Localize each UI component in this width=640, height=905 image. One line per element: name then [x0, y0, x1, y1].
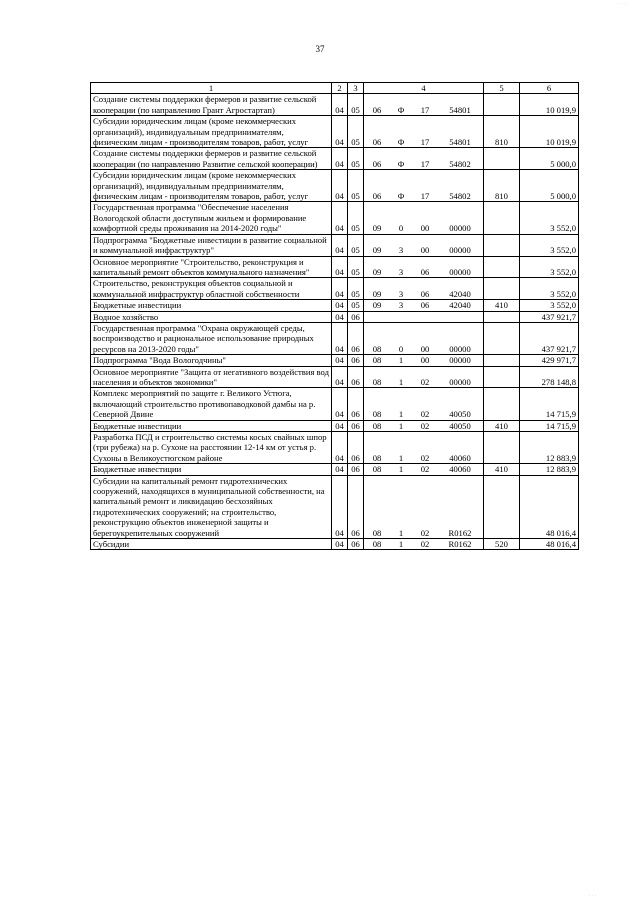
row-target-code [364, 94, 484, 116]
row-expense-type [484, 234, 520, 256]
target-code-parts [366, 191, 481, 201]
row-amount: 278 148,8 [520, 366, 579, 388]
row-subsection: 05 [348, 256, 364, 278]
target-code-parts [366, 159, 481, 169]
header-col-2: 2 [332, 83, 348, 94]
row-target-code [364, 278, 484, 300]
row-amount: 3 552,0 [520, 300, 579, 311]
row-section: 04 [332, 256, 348, 278]
row-name: Комплекс мероприятий по защите г. Великого Устюга, включающий строительство противопаводковой дамбы на р. Северной Двине [91, 388, 332, 420]
row-expense-type [484, 475, 520, 538]
table-row [91, 116, 579, 148]
row-subsection: 05 [348, 94, 364, 116]
target-code-part: 08 [372, 527, 382, 538]
target-code-part: 09 [372, 288, 382, 299]
table-row [91, 464, 579, 475]
target-code-part: 00000 [449, 266, 471, 277]
row-target-code [364, 475, 484, 538]
target-code-parts [366, 267, 481, 277]
target-code-parts [366, 377, 481, 387]
row-name: Основное мероприятие "Строительство, реконструкция и капитальный ремонт объектов коммунального назначения" [91, 256, 332, 278]
target-code-part: 08 [372, 409, 382, 420]
row-subsection: 06 [348, 366, 364, 388]
row-subsection: 06 [348, 388, 364, 420]
target-code-part: 08 [372, 539, 382, 550]
row-section: 04 [332, 539, 348, 550]
target-code-part: R0162 [448, 539, 472, 550]
target-code-part: 08 [372, 464, 382, 475]
header-col-3: 3 [348, 83, 364, 94]
target-code-parts [366, 137, 481, 147]
target-code-part: Ф [397, 137, 405, 148]
table-row [91, 256, 579, 278]
row-target-code [364, 148, 484, 170]
target-code-part: 00 [420, 355, 430, 366]
row-expense-type [484, 202, 520, 234]
table-row [91, 278, 579, 300]
row-target-code [364, 256, 484, 278]
target-code-part: 02 [420, 420, 430, 431]
row-subsection: 06 [348, 420, 364, 431]
target-code-part: 54802 [449, 191, 471, 202]
row-section: 04 [332, 116, 348, 148]
target-code-part: 08 [372, 355, 382, 366]
header-col-5: 5 [484, 83, 520, 94]
row-expense-type [484, 94, 520, 116]
row-amount: 48 016,4 [520, 539, 579, 550]
row-name: Бюджетные инвестиции [91, 420, 332, 431]
target-code-part: 09 [372, 223, 382, 234]
target-code-part: 06 [372, 191, 382, 202]
budget-table [90, 82, 579, 550]
row-expense-type: 410 [484, 300, 520, 311]
row-section: 04 [332, 464, 348, 475]
target-code-parts [366, 539, 481, 549]
row-expense-type [484, 366, 520, 388]
header-col-4: 4 [364, 83, 484, 94]
target-code-part: 09 [372, 245, 382, 256]
table-body [91, 94, 579, 550]
target-code-part: 40050 [449, 420, 471, 431]
target-code-part: 02 [420, 376, 430, 387]
table-row [91, 322, 579, 354]
target-code-part: 06 [372, 104, 382, 115]
corner-mark-bottom: · · · [588, 894, 596, 899]
row-amount: 10 019,9 [520, 116, 579, 148]
target-code-parts [366, 289, 481, 299]
target-code-part: 3 [398, 266, 404, 277]
target-code-part: 00000 [449, 355, 471, 366]
row-target-code [364, 116, 484, 148]
row-amount: 429 971,7 [520, 355, 579, 366]
row-target-code [364, 388, 484, 420]
row-subsection: 05 [348, 202, 364, 234]
target-code-part: 02 [420, 409, 430, 420]
row-section: 04 [332, 148, 348, 170]
target-code-part: 00 [420, 343, 430, 354]
row-target-code [364, 311, 484, 322]
table-row [91, 202, 579, 234]
target-code-part: 08 [372, 452, 382, 463]
table-row [91, 355, 579, 366]
row-amount: 437 921,7 [520, 311, 579, 322]
row-subsection: 05 [348, 170, 364, 202]
row-name: Водное хозяйство [91, 311, 332, 322]
row-section: 04 [332, 366, 348, 388]
target-code-part: 06 [372, 158, 382, 169]
row-subsection: 06 [348, 475, 364, 538]
target-code-part: 1 [398, 464, 404, 475]
row-section: 04 [332, 388, 348, 420]
row-amount: 5 000,0 [520, 170, 579, 202]
row-subsection: 05 [348, 148, 364, 170]
target-code-part: 00 [420, 245, 430, 256]
row-section: 04 [332, 94, 348, 116]
row-amount: 437 921,7 [520, 322, 579, 354]
target-code-parts [366, 105, 481, 115]
row-section: 04 [332, 170, 348, 202]
row-target-code [364, 300, 484, 311]
target-code-part: 42040 [449, 300, 471, 311]
row-amount: 3 552,0 [520, 256, 579, 278]
row-name: Субсидии юридическим лицам (кроме некоммерческих организаций), индивидуальным предпринимателям, физическим лицам - производителям товаров, работ, услуг [91, 170, 332, 202]
row-amount: 5 000,0 [520, 148, 579, 170]
target-code-part: 3 [398, 245, 404, 256]
table-row [91, 94, 579, 116]
row-amount: 3 552,0 [520, 202, 579, 234]
row-amount: 10 019,9 [520, 94, 579, 116]
target-code-part: 02 [420, 452, 430, 463]
row-subsection: 05 [348, 300, 364, 311]
row-expense-type [484, 432, 520, 464]
target-code-part: 06 [420, 300, 430, 311]
header-col-6: 6 [520, 83, 579, 94]
row-subsection: 06 [348, 322, 364, 354]
row-target-code [364, 234, 484, 256]
row-subsection: 05 [348, 234, 364, 256]
target-code-part: 40060 [449, 464, 471, 475]
row-amount: 12 883,9 [520, 432, 579, 464]
row-section: 04 [332, 420, 348, 431]
target-code-part: 00 [420, 223, 430, 234]
table-row [91, 366, 579, 388]
target-code-part: Ф [397, 158, 405, 169]
row-target-code [364, 366, 484, 388]
row-amount: 48 016,4 [520, 475, 579, 538]
row-section: 04 [332, 322, 348, 354]
target-code-part: 02 [420, 539, 430, 550]
target-code-part: 00000 [449, 245, 471, 256]
row-expense-type [484, 388, 520, 420]
row-subsection: 06 [348, 464, 364, 475]
row-expense-type [484, 322, 520, 354]
target-code-part: 17 [420, 191, 430, 202]
row-amount: 3 552,0 [520, 278, 579, 300]
target-code-part: 54801 [449, 137, 471, 148]
target-code-part: 1 [398, 420, 404, 431]
row-name: Создание системы поддержки фермеров и развитие сельской кооперации (по направлению Грант Агростартап) [91, 94, 332, 116]
target-code-parts [366, 245, 481, 255]
target-code-part: 17 [420, 158, 430, 169]
target-code-part: 02 [420, 527, 430, 538]
row-name: Подпрограмма "Вода Вологодчины" [91, 355, 332, 366]
row-name: Государственная программа "Охрана окружающей среды, воспроизводство и рациональное использование природных ресурсов на 2013-2020 годы" [91, 322, 332, 354]
target-code-part: 1 [398, 355, 404, 366]
header-row [91, 83, 579, 94]
row-name: Государственная программа "Обеспечение населения Вологодской области доступным жильем и формирование комфортной среды проживания на 2014-2020 годы" [91, 202, 332, 234]
row-amount: 14 715,9 [520, 388, 579, 420]
row-section: 04 [332, 475, 348, 538]
row-target-code [364, 202, 484, 234]
row-expense-type: 520 [484, 539, 520, 550]
table-row [91, 300, 579, 311]
target-code-part: 1 [398, 452, 404, 463]
target-code-part: 02 [420, 464, 430, 475]
target-code-part: 3 [398, 300, 404, 311]
target-code-part: 09 [372, 300, 382, 311]
target-code-part: 3 [398, 288, 404, 299]
row-expense-type [484, 256, 520, 278]
target-code-parts [366, 344, 481, 354]
target-code-part: 09 [372, 266, 382, 277]
table-row [91, 148, 579, 170]
target-code-parts [366, 464, 481, 474]
target-code-part: 06 [372, 137, 382, 148]
row-name: Бюджетные инвестиции [91, 300, 332, 311]
row-name: Подпрограмма "Бюджетные инвестиции в развитие социальной и коммунальной инфраструктур" [91, 234, 332, 256]
table-row [91, 432, 579, 464]
header-col-1: 1 [91, 83, 332, 94]
row-target-code [364, 355, 484, 366]
row-target-code [364, 170, 484, 202]
row-name: Бюджетные инвестиции [91, 464, 332, 475]
row-section: 04 [332, 311, 348, 322]
row-subsection: 06 [348, 355, 364, 366]
row-name: Основное мероприятие "Защита от негативного воздействия вод населения и объектов экономики" [91, 366, 332, 388]
row-section: 04 [332, 355, 348, 366]
table-row [91, 475, 579, 538]
row-subsection: 05 [348, 116, 364, 148]
target-code-part: Ф [397, 104, 405, 115]
row-name: Субсидии [91, 539, 332, 550]
target-code-parts [366, 421, 481, 431]
target-code-part: 1 [398, 409, 404, 420]
row-name: Субсидии юридическим лицам (кроме некоммерческих организаций), индивидуальным предпринимателям, физическим лицам - производителям товаров, работ, услуг [91, 116, 332, 148]
target-code-part: 54802 [449, 158, 471, 169]
row-section: 04 [332, 202, 348, 234]
target-code-part: 1 [398, 539, 404, 550]
row-subsection: 06 [348, 539, 364, 550]
target-code-part: 40050 [449, 409, 471, 420]
target-code-part: 17 [420, 137, 430, 148]
row-expense-type [484, 355, 520, 366]
row-expense-type: 410 [484, 420, 520, 431]
target-code-part: 0 [398, 343, 404, 354]
row-target-code [364, 420, 484, 431]
row-subsection: 05 [348, 278, 364, 300]
target-code-part: 08 [372, 376, 382, 387]
row-expense-type: 810 [484, 116, 520, 148]
target-code-part: 00000 [449, 376, 471, 387]
row-name: Создание системы поддержки фермеров и развитие сельской кооперации (по направлению Развитие сельской кооперации) [91, 148, 332, 170]
table-row [91, 388, 579, 420]
row-expense-type [484, 278, 520, 300]
target-code-part: 06 [420, 266, 430, 277]
target-code-parts [366, 453, 481, 463]
row-amount: 12 883,9 [520, 464, 579, 475]
target-code-part: 00000 [449, 223, 471, 234]
row-name: Субсидии на капитальный ремонт гидротехнических сооружений, находящихся в муниципальной собственности, на капитальный ремонт и ликвидацию бесхозяйных гидротехнических сооружений; на строительство, реконструкцию объектов инженерной защиты и берегоукрепительных сооружений [91, 475, 332, 538]
row-target-code [364, 464, 484, 475]
row-expense-type [484, 148, 520, 170]
row-name: Разработка ПСД и строительство системы косых свайных шпор (три рубежа) на р. Сухоне на расстоянии 12-14 км от устья р. Сухоны в Великоустюгском районе [91, 432, 332, 464]
row-expense-type: 410 [484, 464, 520, 475]
row-subsection: 06 [348, 432, 364, 464]
target-code-part: 08 [372, 343, 382, 354]
row-section: 04 [332, 300, 348, 311]
target-code-part: 1 [398, 376, 404, 387]
target-code-parts [366, 355, 481, 365]
target-code-parts [366, 409, 481, 419]
target-code-parts [366, 223, 481, 233]
row-expense-type [484, 311, 520, 322]
target-code-part: 00000 [449, 343, 471, 354]
table-row [91, 420, 579, 431]
row-target-code [364, 322, 484, 354]
target-code-parts [366, 300, 481, 310]
corner-mark-top: · · · [618, 2, 626, 7]
row-target-code [364, 432, 484, 464]
table-row [91, 170, 579, 202]
table-row [91, 234, 579, 256]
table-row [91, 539, 579, 550]
row-name: Строительство, реконструкция объектов социальной и коммунальной инфраструктур областной собственности [91, 278, 332, 300]
target-code-part: Ф [397, 191, 405, 202]
row-section: 04 [332, 432, 348, 464]
target-code-part: 06 [420, 288, 430, 299]
page-number: 37 [315, 44, 325, 54]
row-amount: 3 552,0 [520, 234, 579, 256]
row-amount: 14 715,9 [520, 420, 579, 431]
target-code-part: 17 [420, 104, 430, 115]
target-code-part: 40060 [449, 452, 471, 463]
target-code-part: 1 [398, 527, 404, 538]
target-code-part: 0 [398, 223, 404, 234]
target-code-part: 08 [372, 420, 382, 431]
target-code-part: R0162 [448, 527, 472, 538]
target-code-parts [366, 528, 481, 538]
row-section: 04 [332, 234, 348, 256]
target-code-part: 42040 [449, 288, 471, 299]
row-section: 04 [332, 278, 348, 300]
target-code-part: 54801 [449, 104, 471, 115]
row-target-code [364, 539, 484, 550]
row-subsection: 06 [348, 311, 364, 322]
table-row [91, 311, 579, 322]
row-expense-type: 810 [484, 170, 520, 202]
